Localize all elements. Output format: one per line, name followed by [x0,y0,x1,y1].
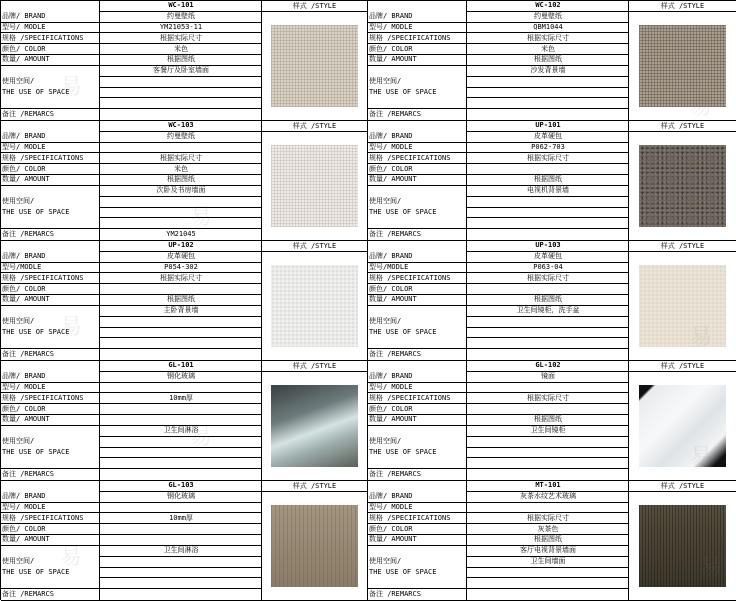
label-brand: 品牌/ BRAND [368,492,466,503]
style-column [629,241,736,360]
label-spec: 规格 /SPECIFICATIONS [1,393,99,404]
value-use-2 [466,437,629,448]
label-use-of-space [368,306,466,349]
value-amount: 根据图纸 [99,295,262,306]
value-model [99,383,262,394]
label-use-of-space [1,306,99,349]
label-model: 型号/MODLE [1,263,99,274]
material-card-up-101 [368,121,736,241]
swatch-frame [629,252,736,360]
value-model: YM21053-11 [99,23,262,34]
style-column [629,481,736,600]
value-spec: 10mm厚 [99,393,262,404]
label-model: 型号/MODLE [368,263,466,274]
value-remarks [99,109,262,120]
row-code-spacer [368,121,466,132]
label-remarks: 备注 /REMARCS [2,470,54,479]
label-model: 型号/ MODLE [368,23,466,34]
label-use-2: THE USE OF SPACE [2,88,70,97]
value-brand: 约曼壁纸 [99,12,262,23]
swatch-frame [262,12,367,120]
material-code: WC-102 [466,1,629,12]
value-spec: 根据实际尺寸 [466,33,629,44]
value-color: 米色 [99,44,262,55]
swatch-frame [262,492,367,600]
value-model: P063-04 [466,263,629,274]
label-model: 型号/ MODLE [368,383,466,394]
material-code: WC-101 [99,1,262,12]
spec-table [368,1,629,120]
value-use-3 [99,568,262,579]
label-color: 颜色/ COLOR [1,404,99,415]
label-use-2: THE USE OF SPACE [369,448,437,457]
value-use-3 [466,208,629,219]
value-use-4 [99,218,262,229]
value-remarks [99,469,262,480]
watermark-logo: 易 [690,95,713,120]
label-remarks: 备注 /REMARCS [2,590,54,599]
style-column [629,1,736,120]
spec-table [368,241,629,360]
label-use-of-space [1,426,99,469]
row-code-spacer [1,481,99,492]
value-amount: 根据图纸 [466,55,629,66]
style-column [262,481,367,600]
value-use: 电视机背景墙 [466,186,629,197]
style-column [629,361,736,480]
label-use-2: THE USE OF SPACE [2,448,70,457]
swatch-frame [629,492,736,600]
label-brand: 品牌/ BRAND [1,252,99,263]
value-use: 客厅电视背景墙面 [466,546,629,557]
label-color: 颜色/ COLOR [1,524,99,535]
row-code-spacer [1,1,99,12]
label-use-1: 使用空间/ [369,77,402,86]
label-use-2: THE USE OF SPACE [369,568,437,577]
label-color: 颜色/ COLOR [1,284,99,295]
watermark-logo: 易 [60,545,83,570]
value-use-3 [466,448,629,459]
material-swatch-image [639,505,727,587]
value-use-2 [466,77,629,88]
value-brand: 灰茶水纹艺术玻璃 [466,492,629,503]
value-amount [99,415,262,426]
label-brand: 品牌/ BRAND [1,492,99,503]
label-spec: 规格 /SPECIFICATIONS [368,393,466,404]
value-use: 卫生间镜柜，洗手盆 [466,306,629,317]
value-color: 米色 [99,164,262,175]
value-spec: 根据实际尺寸 [99,153,262,164]
value-remarks [466,229,629,240]
label-remarks: 备注 /REMARCS [2,230,54,239]
value-use: 沙发背景墙 [466,66,629,77]
value-use-4 [466,218,629,229]
style-header: 样式 /STYLE [629,361,736,372]
value-color [466,404,629,415]
label-brand: 品牌/ BRAND [1,372,99,383]
material-card-gl-101 [1,361,368,481]
value-use-3 [99,448,262,459]
material-swatch-image [271,145,357,227]
watermark-logo: 易 [60,315,83,340]
spec-table [1,361,262,480]
label-use-of-space [1,546,99,589]
style-column [262,361,367,480]
value-color [99,284,262,295]
label-use-2: THE USE OF SPACE [369,208,437,217]
value-use-4 [466,98,629,109]
value-brand: 约曼壁纸 [466,12,629,23]
value-amount [99,535,262,546]
label-brand: 品牌/ BRAND [368,12,466,23]
value-use: 卫生间淋浴 [99,426,262,437]
value-brand: 皮革硬包 [466,252,629,263]
value-use-4 [99,578,262,589]
row-code-spacer [368,1,466,12]
value-color [99,404,262,415]
style-header: 样式 /STYLE [262,121,367,132]
label-use-1: 使用空间/ [369,197,402,206]
value-use-2 [99,557,262,568]
label-brand: 品牌/ BRAND [368,132,466,143]
value-use-2: 卫生间墙面 [466,557,629,568]
value-use-4 [99,338,262,349]
material-code: UP-102 [99,241,262,252]
label-use-of-space [368,66,466,109]
value-remarks [466,469,629,480]
label-use-1: 使用空间/ [2,437,35,446]
style-column [262,121,367,240]
value-spec: 10mm厚 [99,513,262,524]
watermark-logo: 易 [190,425,213,450]
label-spec: 规格 /SPECIFICATIONS [368,513,466,524]
material-card-wc-101 [1,1,368,121]
label-spec: 规格 /SPECIFICATIONS [368,153,466,164]
material-code: UP-101 [466,121,629,132]
watermark-logo: 易 [60,75,83,100]
style-header: 样式 /STYLE [262,1,367,12]
material-swatch-image [639,145,727,227]
label-color: 颜色/ COLOR [1,44,99,55]
value-use: 次卧及书房墙面 [99,186,262,197]
label-remarks: 备注 /REMARCS [369,230,421,239]
material-code: GL-101 [99,361,262,372]
label-color: 颜色/ COLOR [368,44,466,55]
material-code: GL-102 [466,361,629,372]
value-use-3 [466,88,629,99]
label-amount: 数量/ AMOUNT [368,415,466,426]
spec-table [1,481,262,600]
row-code-spacer [368,481,466,492]
value-use-2 [99,437,262,448]
value-use-3 [99,328,262,339]
style-header: 样式 /STYLE [262,241,367,252]
label-use-2: THE USE OF SPACE [2,328,70,337]
material-card-wc-102 [368,1,736,121]
value-use: 客餐厅及卧室墙面 [99,66,262,77]
row-code-spacer [1,121,99,132]
label-spec: 规格 /SPECIFICATIONS [1,513,99,524]
row-code-spacer [368,361,466,372]
label-color: 颜色/ COLOR [368,164,466,175]
label-use-1: 使用空间/ [2,197,35,206]
value-brand: 镜面 [466,372,629,383]
label-spec: 规格 /SPECIFICATIONS [1,273,99,284]
label-amount: 数量/ AMOUNT [1,175,99,186]
value-model: P062-703 [466,143,629,154]
material-code: UP-103 [466,241,629,252]
label-model: 型号/ MODLE [1,383,99,394]
style-header: 样式 /STYLE [262,361,367,372]
value-use-3 [99,208,262,219]
value-color: 米色 [466,44,629,55]
style-column [262,1,367,120]
value-color [99,524,262,535]
label-remarks: 备注 /REMARCS [369,590,421,599]
label-use-1: 使用空间/ [2,317,35,326]
value-use-2 [466,197,629,208]
label-use-2: THE USE OF SPACE [369,88,437,97]
label-remarks: 备注 /REMARCS [369,470,421,479]
label-color: 颜色/ COLOR [368,284,466,295]
value-brand: 约曼壁纸 [99,132,262,143]
label-use-of-space [368,426,466,469]
value-amount: 根据图纸 [99,55,262,66]
label-amount: 数量/ AMOUNT [368,295,466,306]
value-spec: 根据实际尺寸 [466,273,629,284]
swatch-frame [262,252,367,360]
label-brand: 品牌/ BRAND [368,372,466,383]
swatch-frame [629,12,736,120]
material-card-wc-103 [1,121,368,241]
label-amount: 数量/ AMOUNT [368,55,466,66]
material-code: MT-101 [466,481,629,492]
label-amount: 数量/ AMOUNT [368,175,466,186]
label-use-1: 使用空间/ [2,557,35,566]
label-color: 颜色/ COLOR [368,524,466,535]
style-column [262,241,367,360]
label-remarks: 备注 /REMARCS [369,110,421,119]
label-amount: 数量/ AMOUNT [1,415,99,426]
style-header: 样式 /STYLE [629,121,736,132]
spec-table [1,241,262,360]
material-card-gl-103 [1,481,368,601]
label-amount: 数量/ AMOUNT [1,295,99,306]
value-model [466,383,629,394]
value-use-2 [99,197,262,208]
value-model [466,503,629,514]
value-spec: 根据实际尺寸 [466,513,629,524]
label-brand: 品牌/ BRAND [1,12,99,23]
label-model: 型号/ MODLE [1,503,99,514]
label-use-2: THE USE OF SPACE [2,208,70,217]
label-remarks: 备注 /REMARCS [369,350,421,359]
value-use-4 [466,338,629,349]
swatch-frame [629,372,736,480]
spec-table [1,1,262,120]
style-header: 样式 /STYLE [629,1,736,12]
swatch-frame [629,132,736,240]
label-remarks: 备注 /REMARCS [2,110,54,119]
value-brand: 皮革硬包 [466,132,629,143]
material-code: GL-103 [99,481,262,492]
material-card-up-102 [1,241,368,361]
label-use-of-space [368,546,466,589]
material-swatch-image [271,25,357,107]
value-amount: 根据图纸 [466,295,629,306]
spec-table [368,481,629,600]
value-spec: 根据实际尺寸 [466,153,629,164]
label-use-1: 使用空间/ [369,437,402,446]
label-use-1: 使用空间/ [369,317,402,326]
value-model: P054-302 [99,263,262,274]
value-use: 卫生间淋浴 [99,546,262,557]
value-use-4 [99,98,262,109]
value-use-4 [99,458,262,469]
label-remarks: 备注 /REMARCS [2,350,54,359]
watermark-logo: 易 [190,205,213,230]
style-column [629,121,736,240]
value-use-3 [466,568,629,579]
value-spec: 根据实际尺寸 [466,393,629,404]
label-model: 型号/ MODLE [368,503,466,514]
value-model: QBM1044 [466,23,629,34]
material-swatch-image [271,505,357,587]
value-remarks [466,349,629,360]
value-use: 卫生间镜柜 [466,426,629,437]
label-model: 型号/ MODLE [1,23,99,34]
label-spec: 规格 /SPECIFICATIONS [368,33,466,44]
value-brand: 皮革硬包 [99,252,262,263]
value-use-3 [99,88,262,99]
value-remarks [99,589,262,600]
value-spec: 根据实际尺寸 [99,33,262,44]
label-spec: 规格 /SPECIFICATIONS [1,153,99,164]
style-header: 样式 /STYLE [629,481,736,492]
value-remarks [99,349,262,360]
value-use-2 [466,317,629,328]
label-color: 颜色/ COLOR [368,404,466,415]
label-use-of-space [1,66,99,109]
value-brand: 钢化玻璃 [99,492,262,503]
value-remarks: YM21045 [99,229,262,240]
value-use-2 [99,77,262,88]
row-code-spacer [368,241,466,252]
label-brand: 品牌/ BRAND [1,132,99,143]
value-use-4 [466,578,629,589]
value-color: 灰茶色 [466,524,629,535]
label-spec: 规格 /SPECIFICATIONS [1,33,99,44]
value-use-3 [466,328,629,339]
material-swatch-image [271,265,357,347]
label-model: 型号/ MODLE [1,143,99,154]
label-brand: 品牌/ BRAND [368,252,466,263]
label-use-1: 使用空间/ [369,557,402,566]
value-amount: 根据图纸 [466,535,629,546]
label-use-2: THE USE OF SPACE [369,328,437,337]
spec-table [368,121,629,240]
style-header: 样式 /STYLE [262,481,367,492]
value-color [466,284,629,295]
label-amount: 数量/ AMOUNT [1,535,99,546]
swatch-frame [262,132,367,240]
value-amount: 根据图纸 [99,175,262,186]
material-swatch-image [639,385,727,467]
value-model [99,143,262,154]
material-swatch-image [639,265,727,347]
value-remarks [466,109,629,120]
value-spec: 根据实际尺寸 [99,273,262,284]
value-use-4 [466,458,629,469]
row-code-spacer [1,241,99,252]
value-remarks [466,589,629,600]
label-amount: 数量/ AMOUNT [1,55,99,66]
label-model: 型号/ MODLE [368,143,466,154]
value-use: 主卧背景墙 [99,306,262,317]
material-card-gl-102 [368,361,736,481]
label-use-2: THE USE OF SPACE [2,568,70,577]
value-brand: 钢化玻璃 [99,372,262,383]
value-amount: 根据图纸 [466,415,629,426]
value-amount: 根据图纸 [466,175,629,186]
value-color [466,164,629,175]
row-code-spacer [1,361,99,372]
material-card-mt-101 [368,481,736,601]
value-model [99,503,262,514]
spec-table [1,121,262,240]
value-use-2 [99,317,262,328]
material-swatch-image [639,25,727,107]
material-swatch-image [271,385,357,467]
label-color: 颜色/ COLOR [1,164,99,175]
label-spec: 规格 /SPECIFICATIONS [368,273,466,284]
material-card-up-103 [368,241,736,361]
label-amount: 数量/ AMOUNT [368,535,466,546]
spec-table [368,361,629,480]
style-header: 样式 /STYLE [629,241,736,252]
swatch-frame [262,372,367,480]
label-use-of-space [368,186,466,229]
material-code: WC-103 [99,121,262,132]
label-use-1: 使用空间/ [2,77,35,86]
label-use-of-space [1,186,99,229]
